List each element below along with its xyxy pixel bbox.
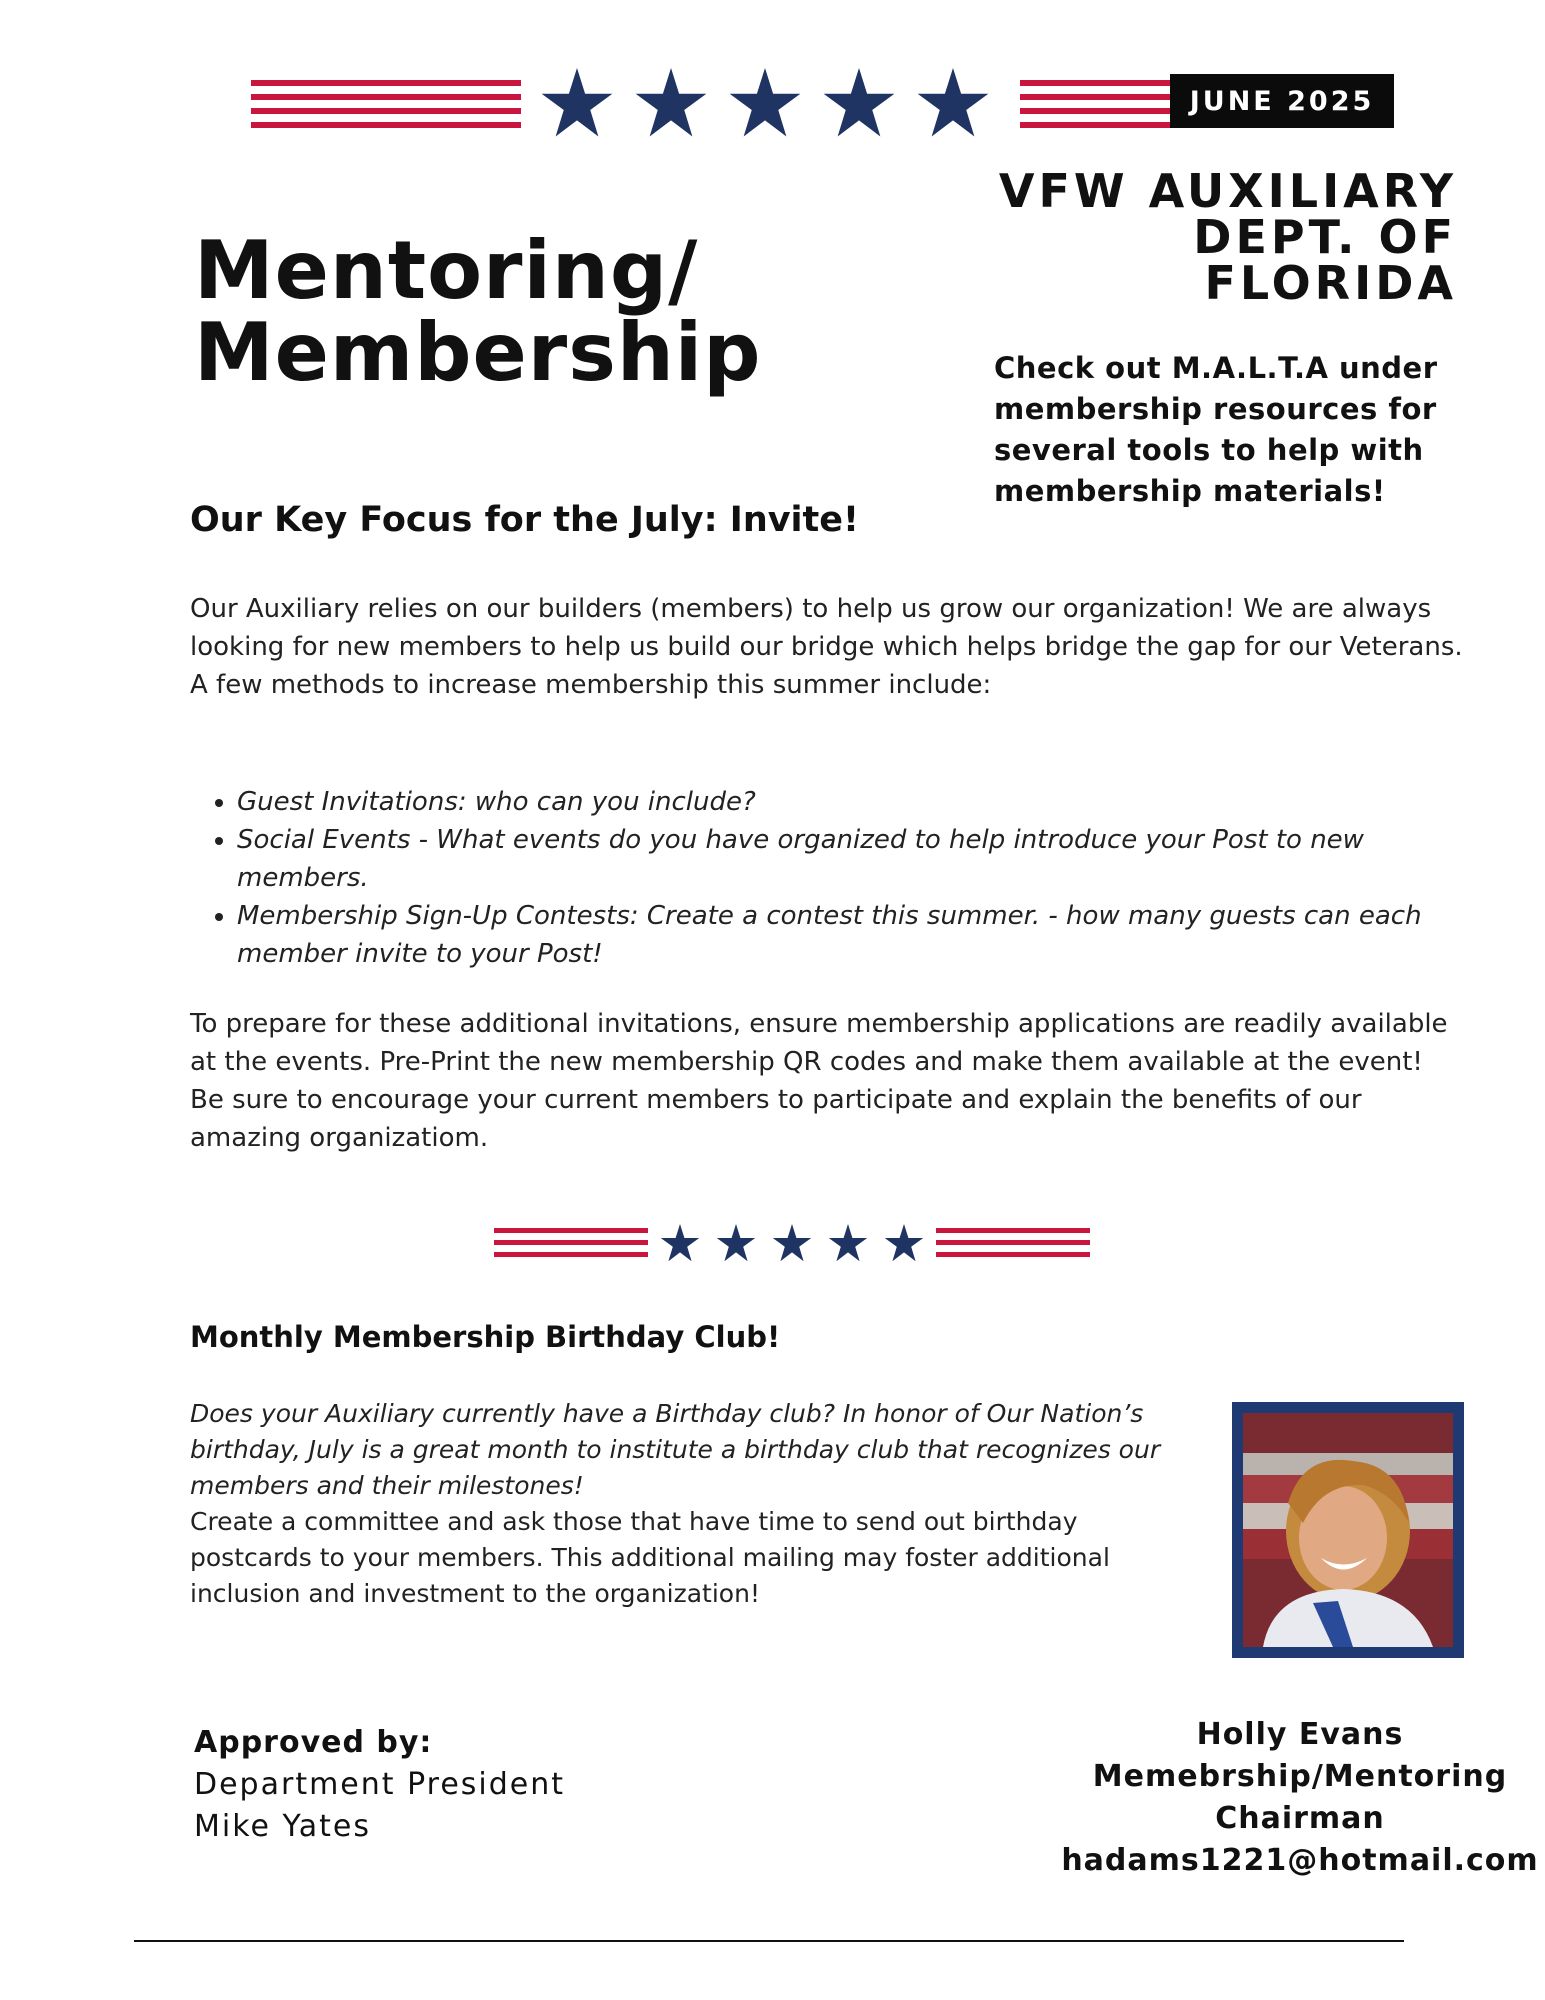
star-icon bbox=[916, 68, 990, 138]
star-icon bbox=[716, 1224, 756, 1262]
org-line-2: DEPT. OF bbox=[1193, 210, 1457, 264]
divider-star-row bbox=[660, 1224, 924, 1262]
chairman-name: Holly Evans bbox=[1196, 1717, 1404, 1752]
birthday-text bbox=[190, 1396, 1190, 1612]
star-icon bbox=[660, 1224, 700, 1262]
chairman-photo bbox=[1232, 1402, 1464, 1658]
star-icon bbox=[828, 1224, 868, 1262]
portrait-image bbox=[1243, 1413, 1453, 1647]
list-item: • Membership Sign-Up Contests: Create a contest this summer. - how many guests can each member invite to your Post! bbox=[237, 897, 1497, 973]
chairman-email[interactable]: hadams1221@hotmail.com bbox=[1061, 1843, 1539, 1878]
chairman-contact bbox=[1060, 1714, 1540, 1882]
approver-role: Department President bbox=[194, 1767, 566, 1802]
page-title bbox=[194, 224, 762, 399]
chairman-title-line-2: Chairman bbox=[1215, 1801, 1385, 1836]
methods-list bbox=[190, 783, 1497, 973]
organization-title bbox=[998, 164, 1457, 310]
star-icon bbox=[772, 1224, 812, 1262]
intro-paragraph: Our Auxiliary relies on our builders (members) to help us grow our organization! We are always looking for new members to help us build our bridge which helps bridge the gap for our Veterans. bbox=[190, 594, 1463, 662]
birthday-paragraph: Create a committee and ask those that have time to send out birthday postcards to your members. This additional mailing may foster additional inclusion and investment to the organization! bbox=[190, 1507, 1110, 1608]
key-focus-intro bbox=[190, 590, 1470, 704]
org-line-1: VFW AUXILIARY bbox=[998, 164, 1457, 218]
birthday-heading: Monthly Membership Birthday Club! bbox=[190, 1320, 781, 1354]
prep-text bbox=[190, 1005, 1470, 1157]
approval-block bbox=[194, 1722, 565, 1848]
key-focus-heading: Our Key Focus for the July: Invite! bbox=[190, 500, 859, 540]
star-icon bbox=[728, 68, 802, 138]
bottom-divider bbox=[134, 1940, 1404, 1942]
approved-label: Approved by: bbox=[194, 1725, 433, 1760]
star-icon bbox=[540, 68, 614, 138]
top-right-stripes bbox=[1020, 80, 1170, 130]
chairman-title-line-1: Memebrship/Mentoring bbox=[1092, 1759, 1508, 1794]
date-badge: JUNE 2025 bbox=[1170, 74, 1394, 128]
divider-left-stripes bbox=[494, 1228, 648, 1258]
approver-name: Mike Yates bbox=[194, 1809, 371, 1844]
birthday-italic-paragraph: Does your Auxiliary currently have a Birthday club? In honor of Our Nation’s birthday, July is a great month to institute a birthday club that recognizes our members and their milestones! bbox=[190, 1399, 1161, 1500]
org-line-3: FLORIDA bbox=[1204, 256, 1457, 310]
malta-note: Check out M.A.L.T.A under membership resources for several tools to help with membership materials! bbox=[994, 351, 1438, 508]
star-icon bbox=[634, 68, 708, 138]
list-item: • Social Events - What events do you have organized to help introduce your Post to new members. bbox=[237, 821, 1497, 897]
divider-right-stripes bbox=[936, 1228, 1090, 1258]
page-title-line-2: Membership bbox=[194, 306, 762, 399]
top-star-row bbox=[540, 68, 990, 138]
page-title-line-1: Mentoring/ bbox=[194, 224, 699, 317]
prep-paragraph: To prepare for these additional invitations, ensure membership applications are readily available at the events. Pre-Print the new membership QR codes and make them available at the event! bbox=[190, 1009, 1448, 1077]
intro-methods-lead: A few methods to increase membership this summer include: bbox=[190, 670, 992, 700]
star-icon bbox=[884, 1224, 924, 1262]
top-left-stripes bbox=[251, 80, 521, 130]
encourage-paragraph: Be sure to encourage your current members to participate and explain the benefits of our amazing organizatiom. bbox=[190, 1085, 1362, 1153]
list-item: • Guest Invitations: who can you include? bbox=[237, 783, 1497, 821]
star-icon bbox=[822, 68, 896, 138]
